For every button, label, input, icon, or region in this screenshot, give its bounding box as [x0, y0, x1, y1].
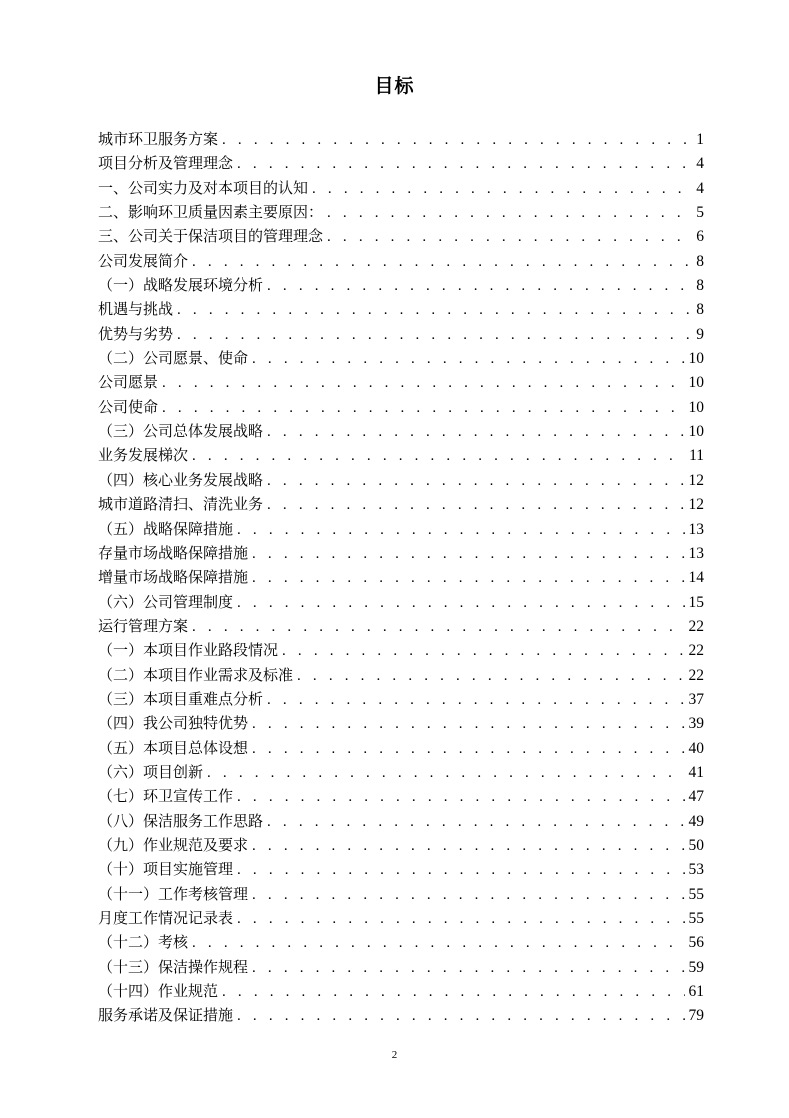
toc-entry-label: （六）公司管理制度	[98, 592, 234, 611]
toc-entry-page-number: 49	[688, 812, 704, 830]
toc-dot-leader	[222, 980, 684, 1004]
toc-entry[interactable]	[98, 370, 704, 394]
toc-entry-page-number: 50	[688, 836, 704, 854]
toc-entry[interactable]	[98, 468, 704, 492]
toc-entry-page-number: 40	[688, 739, 704, 757]
toc-title: 目标	[374, 75, 415, 97]
toc-entry[interactable]	[98, 346, 704, 370]
toc-dot-leader	[177, 298, 692, 322]
toc-entry[interactable]	[98, 711, 704, 735]
toc-dot-leader	[252, 737, 684, 761]
toc-entry[interactable]	[98, 955, 704, 979]
toc-entry-page-number: 8	[696, 252, 704, 270]
toc-entry-label: （一）本项目作业路段情况	[98, 641, 279, 660]
toc-entry[interactable]	[98, 249, 704, 273]
toc-entry-page-number: 22	[688, 617, 704, 635]
toc-dot-leader	[252, 542, 684, 566]
toc-entry-label: 增量市场战略保障措施	[98, 568, 249, 587]
toc-entry-label: 业务发展梯次	[98, 446, 189, 465]
toc-entry[interactable]	[98, 760, 704, 784]
toc-entry[interactable]	[98, 273, 704, 297]
toc-entry-page-number: 4	[696, 155, 704, 173]
toc-entry[interactable]	[98, 882, 704, 906]
page-number: 2	[391, 1049, 398, 1061]
toc-entry-page-number: 22	[688, 666, 704, 684]
toc-entry-page-number: 8	[696, 301, 704, 319]
toc-entry-page-number: 39	[688, 715, 704, 733]
toc-entry[interactable]	[98, 419, 704, 443]
toc-entry-label: （十三）保洁操作规程	[98, 957, 249, 976]
toc-entry[interactable]	[98, 565, 704, 589]
toc-entry-label: （三）本项目重难点分析	[98, 689, 264, 708]
toc-entry-page-number: 41	[688, 763, 704, 781]
toc-entry-page-number: 53	[688, 861, 704, 879]
toc-dot-leader	[192, 444, 685, 468]
toc-entry-page-number: 10	[688, 374, 704, 392]
toc-dot-leader	[237, 858, 684, 882]
toc-entry[interactable]	[98, 979, 704, 1003]
toc-entry-label: （八）保洁服务工作思路	[98, 811, 264, 830]
toc-dot-leader	[252, 834, 684, 858]
toc-entry-page-number: 59	[688, 958, 704, 976]
toc-entry[interactable]	[98, 322, 704, 346]
toc-dot-leader	[222, 128, 692, 152]
toc-entry-label: （七）环卫宣传工作	[98, 787, 234, 806]
toc-entry-label: （十）项目实施管理	[98, 860, 234, 879]
toc-entry[interactable]	[98, 614, 704, 638]
toc-entry[interactable]	[98, 930, 704, 954]
toc-entry-page-number: 9	[696, 325, 704, 343]
toc-dot-leader	[312, 177, 692, 201]
toc-entry[interactable]	[98, 809, 704, 833]
toc-entry-page-number: 22	[688, 642, 704, 660]
toc-dot-leader	[267, 274, 692, 298]
toc-entry-label: （十二）考核	[98, 933, 189, 952]
toc-entry[interactable]	[98, 224, 704, 248]
toc-entry-label: 运行管理方案	[98, 616, 189, 635]
toc-entry-page-number: 12	[688, 471, 704, 489]
toc-entry[interactable]	[98, 297, 704, 321]
toc-entry-label: （五）本项目总体设想	[98, 738, 249, 757]
toc-entry-page-number: 10	[688, 423, 704, 441]
toc-entry-page-number: 14	[688, 569, 704, 587]
toc-dot-leader	[267, 688, 684, 712]
toc-entry[interactable]	[98, 200, 704, 224]
toc-entry-page-number: 10	[688, 350, 704, 368]
toc-entry[interactable]	[98, 833, 704, 857]
toc-entry-page-number: 11	[689, 447, 704, 465]
table-of-contents	[98, 127, 704, 1028]
toc-dot-leader	[252, 883, 684, 907]
toc-dot-leader	[252, 347, 684, 371]
toc-dot-leader	[282, 639, 684, 663]
toc-entry[interactable]	[98, 638, 704, 662]
toc-dot-leader	[192, 931, 684, 955]
toc-dot-leader	[177, 323, 692, 347]
toc-dot-leader	[192, 250, 692, 274]
toc-dot-leader	[267, 810, 684, 834]
toc-entry[interactable]	[98, 517, 704, 541]
toc-entry-label: （二）本项目作业需求及标准	[98, 665, 294, 684]
toc-entry[interactable]	[98, 443, 704, 467]
toc-entry-label: 城市道路清扫、清洗业务	[98, 495, 264, 514]
toc-entry-label: 城市环卫服务方案	[98, 130, 219, 148]
toc-entry-label: 月度工作情况记录表	[98, 909, 234, 927]
toc-entry[interactable]	[98, 857, 704, 881]
toc-entry-label: （十一）工作考核管理	[98, 884, 249, 903]
toc-entry-label: 公司愿景	[98, 373, 159, 392]
toc-entry-label: 三、公司关于保洁项目的管理理念	[98, 227, 324, 246]
toc-dot-leader	[237, 907, 684, 931]
toc-entry-page-number: 12	[688, 496, 704, 514]
toc-entry[interactable]	[98, 906, 704, 930]
toc-dot-leader	[252, 956, 684, 980]
toc-entry-label: 公司使命	[98, 397, 159, 416]
toc-entry-label: （一）战略发展环境分析	[98, 276, 264, 295]
toc-entry-label: （五）战略保障措施	[98, 519, 234, 538]
toc-entry[interactable]	[98, 176, 704, 200]
toc-dot-leader	[327, 201, 692, 225]
toc-entry-page-number: 79	[688, 1007, 704, 1025]
toc-entry-page-number: 56	[688, 934, 704, 952]
toc-dot-leader	[267, 420, 684, 444]
toc-dot-leader	[297, 664, 684, 688]
toc-dot-leader	[207, 761, 684, 785]
toc-entry-label: （四）核心业务发展战略	[98, 470, 264, 489]
toc-entry-page-number: 6	[696, 228, 704, 246]
toc-dot-leader	[192, 615, 684, 639]
toc-dot-leader	[162, 396, 684, 420]
toc-entry-label: （三）公司总体发展战略	[98, 422, 264, 441]
toc-dot-leader	[327, 225, 692, 249]
toc-dot-leader	[267, 469, 684, 493]
toc-entry[interactable]	[98, 1003, 704, 1027]
toc-entry-page-number: 4	[696, 179, 704, 197]
toc-entry[interactable]	[98, 151, 704, 175]
toc-dot-leader	[237, 1004, 684, 1028]
toc-entry-page-number: 10	[688, 398, 704, 416]
toc-dot-leader	[237, 518, 684, 542]
toc-entry[interactable]	[98, 127, 704, 151]
toc-entry-label: 项目分析及管理理念	[98, 154, 234, 173]
toc-entry-page-number: 8	[696, 277, 704, 295]
toc-dot-leader	[237, 152, 692, 176]
toc-entry-label: 存量市场战略保障措施	[98, 543, 249, 562]
toc-entry[interactable]	[98, 541, 704, 565]
toc-entry-page-number: 13	[688, 544, 704, 562]
toc-dot-leader	[267, 493, 684, 517]
toc-entry-label: （十四）作业规范	[98, 982, 219, 1001]
toc-entry[interactable]	[98, 492, 704, 516]
toc-entry-page-number: 61	[688, 983, 704, 1001]
toc-entry-label: （六）项目创新	[98, 762, 204, 781]
toc-entry[interactable]	[98, 395, 704, 419]
toc-entry-label: （九）作业规范及要求	[98, 835, 249, 854]
toc-entry[interactable]	[98, 784, 704, 808]
toc-entry[interactable]	[98, 687, 704, 711]
toc-entry[interactable]	[98, 590, 704, 614]
toc-entry-label: （四）我公司独特优势	[98, 714, 249, 733]
toc-dot-leader	[252, 566, 684, 590]
toc-dot-leader	[162, 371, 684, 395]
toc-entry-page-number: 55	[688, 885, 704, 903]
toc-entry-label: 机遇与挑战	[98, 300, 174, 319]
toc-entry-page-number: 37	[688, 690, 704, 708]
toc-entry-label: 二、影响环卫质量因素主要原因：	[98, 203, 324, 222]
toc-dot-leader	[252, 712, 684, 736]
toc-entry-label: 一、公司实力及对本项目的认知	[98, 178, 309, 197]
toc-entry-page-number: 55	[688, 910, 704, 927]
toc-entry-page-number: 5	[696, 204, 704, 222]
toc-entry-page-number: 1	[696, 131, 704, 148]
toc-entry-label: 公司发展简介	[98, 251, 189, 270]
toc-dot-leader	[237, 785, 684, 809]
toc-dot-leader	[237, 591, 684, 615]
toc-entry-page-number: 13	[688, 520, 704, 538]
toc-entry-label: （二）公司愿景、使命	[98, 349, 249, 368]
toc-entry-label: 优势与劣势	[98, 324, 174, 343]
toc-entry-label: 服务承诺及保证措施	[98, 1006, 234, 1025]
toc-entry[interactable]	[98, 663, 704, 687]
toc-entry-page-number: 47	[688, 788, 704, 806]
toc-entry[interactable]	[98, 736, 704, 760]
toc-entry-page-number: 15	[688, 593, 704, 611]
